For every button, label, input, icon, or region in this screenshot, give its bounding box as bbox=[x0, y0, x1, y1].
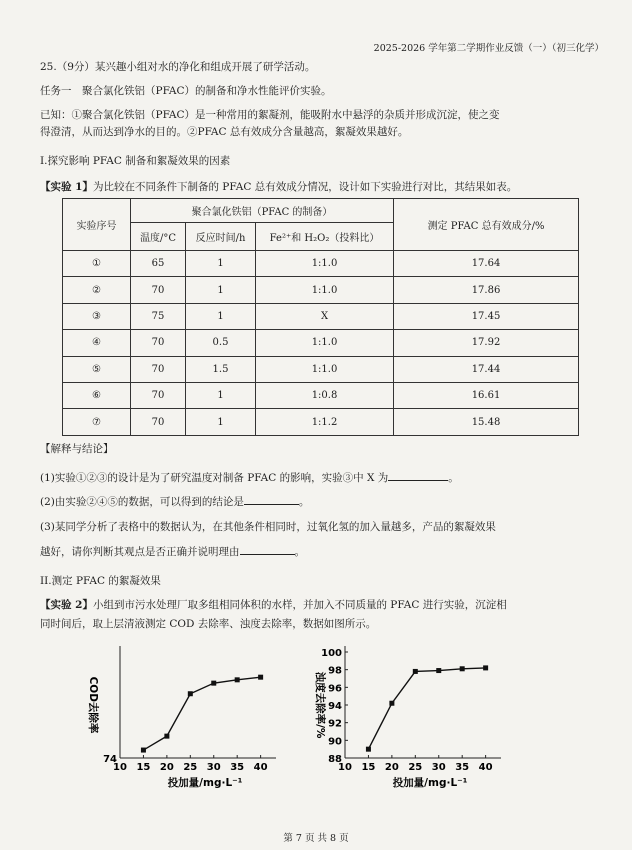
cell-result: 17.64 bbox=[394, 251, 579, 277]
cell-ratio: 1:1.0 bbox=[256, 330, 394, 356]
cell-result: 17.45 bbox=[394, 303, 579, 329]
cell-result: 17.92 bbox=[394, 330, 579, 356]
cell-no: ② bbox=[63, 277, 131, 303]
y-tick-label: 74 bbox=[103, 754, 117, 765]
series-line bbox=[368, 668, 485, 749]
y-tick-label: 100 bbox=[321, 648, 342, 659]
x-tick-label: 40 bbox=[253, 762, 268, 773]
experiment-1-intro bbox=[40, 180, 606, 195]
question-intro: 25.（9分）某兴趣小组对水的净化和组成开展了研学活动。 bbox=[40, 61, 316, 73]
experiment-2-line-2: 同时间后，取上层清液测定 COD 去除率、浊度去除率，数据如图所示。 bbox=[40, 618, 377, 630]
y-tick-label: 88 bbox=[328, 754, 342, 765]
data-point bbox=[235, 677, 240, 682]
table-row bbox=[63, 382, 579, 408]
turbidity-removal-chart bbox=[305, 640, 515, 800]
cell-no: ⑤ bbox=[63, 356, 131, 382]
cell-temp: 70 bbox=[131, 356, 186, 382]
cell-result: 15.48 bbox=[394, 409, 579, 435]
cod-removal-chart bbox=[80, 640, 290, 800]
x-tick-label: 25 bbox=[183, 762, 198, 773]
y-tick-label: 96 bbox=[328, 683, 342, 695]
cell-temp: 70 bbox=[131, 330, 186, 356]
known-info-line-2: 得澄清，从而达到净水的目的。②PFAC 总有效成分含量越高，絮凝效果越好。 bbox=[40, 126, 409, 138]
experiment-2-label: 【实验 2】 bbox=[40, 599, 93, 611]
conclusion-title: 【解释与结论】 bbox=[40, 443, 114, 455]
data-point bbox=[389, 701, 394, 706]
x-tick-label: 20 bbox=[384, 762, 399, 773]
data-point bbox=[436, 668, 441, 673]
cell-ratio: 1:1.0 bbox=[256, 356, 394, 382]
experiment-1-table bbox=[62, 198, 579, 436]
cell-temp: 70 bbox=[131, 277, 186, 303]
table-row bbox=[63, 303, 579, 329]
cell-no: ③ bbox=[63, 303, 131, 329]
cell-no: ① bbox=[63, 251, 131, 277]
question-3-end: 。 bbox=[294, 546, 305, 558]
data-point bbox=[141, 748, 146, 753]
cell-ratio: 1:1.0 bbox=[256, 277, 394, 303]
y-tick-label: 94 bbox=[328, 701, 342, 712]
header-pfac-preparation: 聚合氯化铁铝（PFAC 的制备） bbox=[131, 199, 394, 223]
experiment-1-text: 为比较在不同条件下制备的 PFAC 总有效成分情况，设计如下实验进行对比，其结果如表。 bbox=[92, 181, 518, 193]
section-two-heading: II.测定 PFAC 的絮凝效果 bbox=[40, 575, 161, 587]
x-axis-label: 投加量/mg·L⁻¹ bbox=[392, 777, 468, 789]
y-axis-label: 浊度去除率/% bbox=[314, 671, 326, 739]
y-tick-label: 90 bbox=[328, 736, 342, 748]
x-tick-label: 25 bbox=[408, 762, 423, 773]
cell-time: 1 bbox=[186, 409, 256, 435]
cell-temp: 70 bbox=[131, 382, 186, 408]
x-tick-label: 30 bbox=[431, 762, 446, 773]
data-point bbox=[483, 665, 488, 670]
data-point bbox=[413, 669, 418, 674]
task-one-heading: 任务一 聚合氯化铁铝（PFAC）的制备和净水性能评价实验。 bbox=[40, 85, 332, 97]
data-point bbox=[164, 734, 169, 739]
page-footer: 第 7 页 共 8 页 bbox=[283, 833, 349, 844]
cell-no: ④ bbox=[63, 330, 131, 356]
x-tick-label: 35 bbox=[455, 762, 470, 773]
question-2 bbox=[40, 494, 606, 510]
data-point bbox=[258, 675, 263, 680]
cell-ratio: 1:0.8 bbox=[256, 382, 394, 408]
cell-ratio: X bbox=[256, 303, 394, 329]
question-3-text: 越好，请你判断其观点是否正确并说明理由 bbox=[40, 546, 240, 558]
x-tick-label: 15 bbox=[136, 762, 151, 773]
data-point bbox=[188, 691, 193, 696]
x-tick-label: 20 bbox=[159, 762, 174, 773]
table-row bbox=[63, 330, 579, 356]
question-1 bbox=[40, 470, 606, 486]
data-point bbox=[460, 666, 465, 671]
cell-time: 1 bbox=[186, 251, 256, 277]
table-row bbox=[63, 277, 579, 303]
cell-time: 1 bbox=[186, 382, 256, 408]
cell-result: 17.44 bbox=[394, 356, 579, 382]
y-axis-label: COD去除率 bbox=[87, 676, 99, 734]
page-header: 2025-2026 学年第二学期作业反馈（一）（初三化学） bbox=[373, 43, 604, 54]
question-1-text: (1)实验①②③的设计是为了研究温度对制备 PFAC 的影响，实验③中 X 为 bbox=[40, 472, 389, 484]
cell-time: 1.5 bbox=[186, 356, 256, 382]
experiment-1-label: 【实验 1】 bbox=[40, 181, 93, 193]
cell-ratio: 1:1.0 bbox=[256, 251, 394, 277]
section-one-heading: I.探究影响 PFAC 制备和絮凝效果的因素 bbox=[40, 155, 231, 167]
cell-no: ⑦ bbox=[63, 409, 131, 435]
series-line bbox=[143, 677, 260, 750]
data-point bbox=[211, 681, 216, 686]
header-reaction-time: 反应时间/h bbox=[186, 223, 256, 251]
x-tick-label: 30 bbox=[206, 762, 221, 773]
x-tick-label: 40 bbox=[478, 762, 493, 773]
table-row bbox=[63, 409, 579, 435]
x-tick-label: 15 bbox=[361, 762, 376, 773]
y-tick-label: 92 bbox=[328, 718, 342, 730]
table-row bbox=[63, 251, 579, 277]
cell-no: ⑥ bbox=[63, 382, 131, 408]
cell-result: 16.61 bbox=[394, 382, 579, 408]
header-feed-ratio: Fe²⁺和 H₂O₂（投料比） bbox=[256, 223, 394, 251]
x-tick-label: 10 bbox=[113, 762, 127, 773]
question-3-line-2 bbox=[40, 544, 606, 560]
question-2-end: 。 bbox=[298, 496, 310, 508]
x-axis-label: 投加量/mg·L⁻¹ bbox=[167, 777, 243, 789]
header-pfac-content: 测定 PFAC 总有效成分/% bbox=[394, 199, 579, 251]
data-point bbox=[366, 747, 371, 752]
header-temperature: 温度/°C bbox=[131, 223, 186, 251]
answer-blank-2[interactable] bbox=[244, 494, 299, 505]
experiment-2-line-1 bbox=[40, 598, 606, 613]
y-tick-label: 98 bbox=[328, 665, 342, 677]
experiment-2-text: 小组到市污水处理厂取多组相同体积的水样，并加入不同质量的 PFAC 进行实验，沉淀相 bbox=[92, 599, 507, 611]
cell-temp: 75 bbox=[131, 303, 186, 329]
header-experiment-no: 实验序号 bbox=[63, 199, 131, 251]
cell-temp: 65 bbox=[131, 251, 186, 277]
cell-time: 0.5 bbox=[186, 330, 256, 356]
question-1-end: 。 bbox=[448, 472, 459, 484]
cell-time: 1 bbox=[186, 277, 256, 303]
cell-time: 1 bbox=[186, 303, 256, 329]
cell-temp: 70 bbox=[131, 409, 186, 435]
table-row bbox=[63, 356, 579, 382]
known-info-line-1: 已知：①聚合氯化铁铝（PFAC）是一种常用的絮凝剂，能吸附水中悬浮的杂质并形成沉淀，使之变 bbox=[40, 109, 500, 121]
x-tick-label: 35 bbox=[230, 762, 245, 773]
cell-ratio: 1:1.2 bbox=[256, 409, 394, 435]
question-3-line-1: (3)某同学分析了表格中的数据认为，在其他条件相同时，过氧化氢的加入量越多，产品的絮凝效果 bbox=[40, 521, 496, 533]
answer-blank-3[interactable] bbox=[240, 544, 295, 555]
x-tick-label: 10 bbox=[338, 762, 352, 773]
cell-result: 17.86 bbox=[394, 277, 579, 303]
question-2-text: (2)由实验②④⑤的数据，可以得到的结论是 bbox=[40, 496, 244, 508]
answer-blank-1[interactable] bbox=[388, 470, 448, 481]
